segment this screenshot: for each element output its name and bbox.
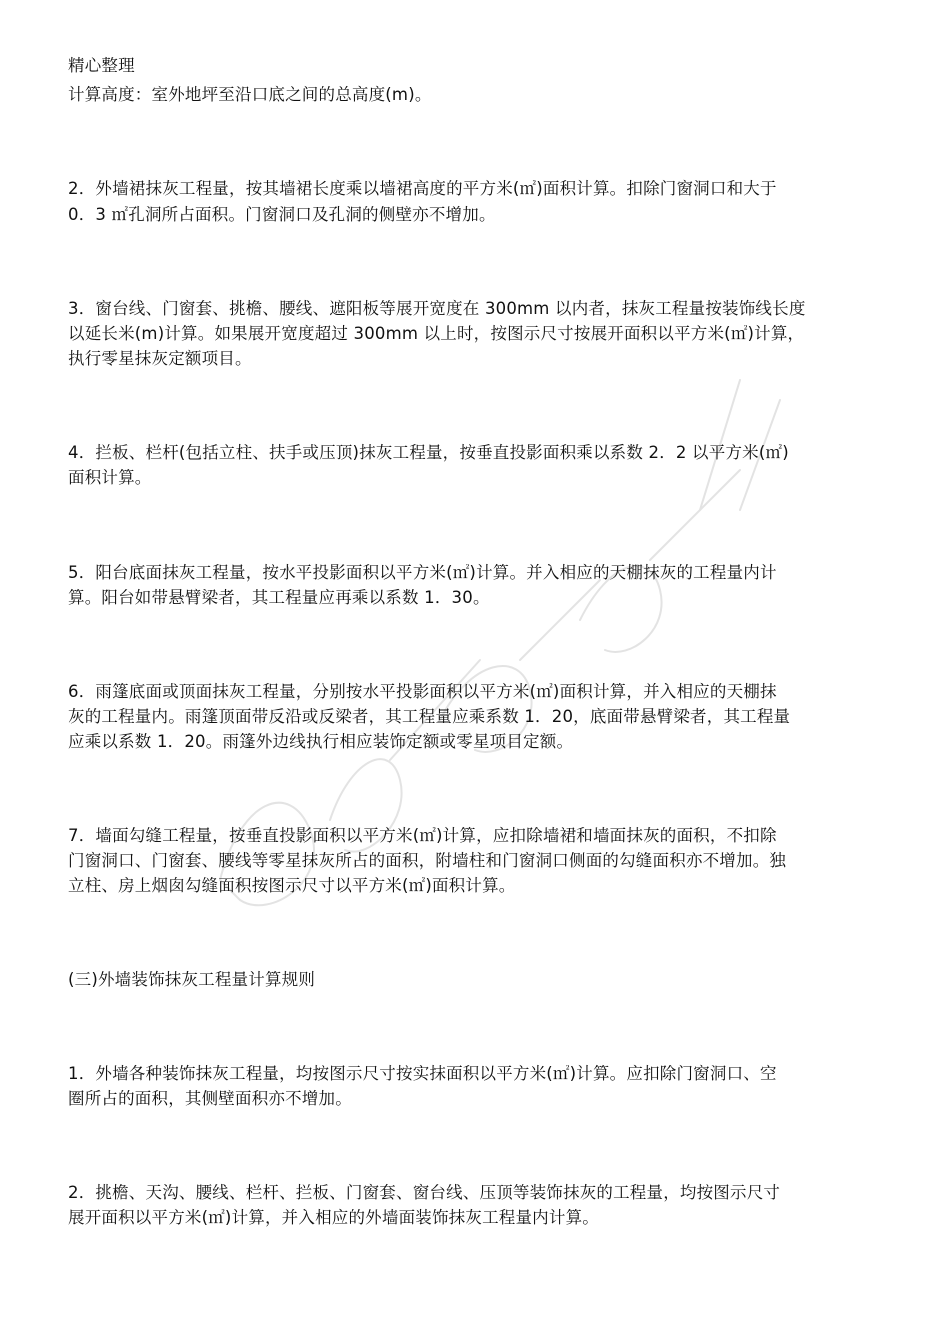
text-line: 6．雨篷底面或顶面抹灰工程量，分别按水平投影面积以平方米(㎡)面积计算，并入相应的天棚抹 — [68, 682, 777, 701]
text-line: 1．外墙各种装饰抹灰工程量，均按图示尺寸按实抹面积以平方米(㎡)计算。应扣除门窗洞口、空 — [68, 1064, 777, 1083]
text-line: 应乘以系数 1．20。雨篷外边线执行相应装饰定额或零星项目定额。 — [68, 732, 574, 751]
text-line: 灰的工程量内。雨篷顶面带反沿或反梁者，其工程量应乘系数 1．20，底面带悬臂梁者，其工程量 — [68, 707, 791, 726]
section-heading: (三)外墙装饰抹灰工程量计算规则 — [68, 970, 316, 989]
text-line: 算。阳台如带悬臂梁者，其工程量应再乘以系数 1．30。 — [68, 588, 490, 607]
text-line: 4．拦板、栏杆(包括立柱、扶手或压顶)抹灰工程量，按垂直投影面积乘以系数 2．2 以平方米(㎡) — [68, 443, 789, 462]
text-line: 0．3 ㎡孔洞所占面积。门窗洞口及孔洞的侧壁亦不增加。 — [68, 205, 496, 224]
text-line: 2．挑檐、天沟、腰线、栏杆、拦板、门窗套、窗台线、压顶等装饰抹灰的工程量，均按图示尺寸 — [68, 1183, 781, 1202]
page-header-title: 精心整理 — [68, 56, 135, 75]
text-line: 圈所占的面积，其侧壁面积亦不增加。 — [68, 1089, 352, 1108]
text-line: 门窗洞口、门窗套、腰线等零星抹灰所占的面积，附墙柱和门窗洞口侧面的勾缝面积亦不增加。独 — [68, 851, 787, 870]
text-line: 计算高度：室外地坪至沿口底之间的总高度(m)。 — [68, 85, 432, 104]
text-line: 2．外墙裙抹灰工程量，按其墙裙长度乘以墙裙高度的平方米(㎡)面积计算。扣除门窗洞口和大于 — [68, 179, 777, 198]
text-line: 7．墙面勾缝工程量，按垂直投影面积以平方米(㎡)计算，应扣除墙裙和墙面抹灰的面积，不扣除 — [68, 826, 777, 845]
text-line: 以延长米(m)计算。如果展开宽度超过 300mm 以上时，按图示尺寸按展开面积以平方米(㎡)计算， — [68, 324, 805, 343]
text-line: 面积计算。 — [68, 468, 152, 487]
text-line: 展开面积以平方米(㎡)计算，并入相应的外墙面装饰抹灰工程量内计算。 — [68, 1208, 599, 1227]
text-line: 执行零星抹灰定额项目。 — [68, 349, 252, 368]
text-line: 5．阳台底面抹灰工程量，按水平投影面积以平方米(㎡)计算。并入相应的天棚抹灰的工程量内计 — [68, 563, 777, 582]
text-line: 3．窗台线、门窗套、挑檐、腰线、遮阳板等展开宽度在 300mm 以内者，抹灰工程量按装饰线长度 — [68, 299, 806, 318]
text-line: 立柱、房上烟囱勾缝面积按图示尺寸以平方米(㎡)面积计算。 — [68, 876, 516, 895]
